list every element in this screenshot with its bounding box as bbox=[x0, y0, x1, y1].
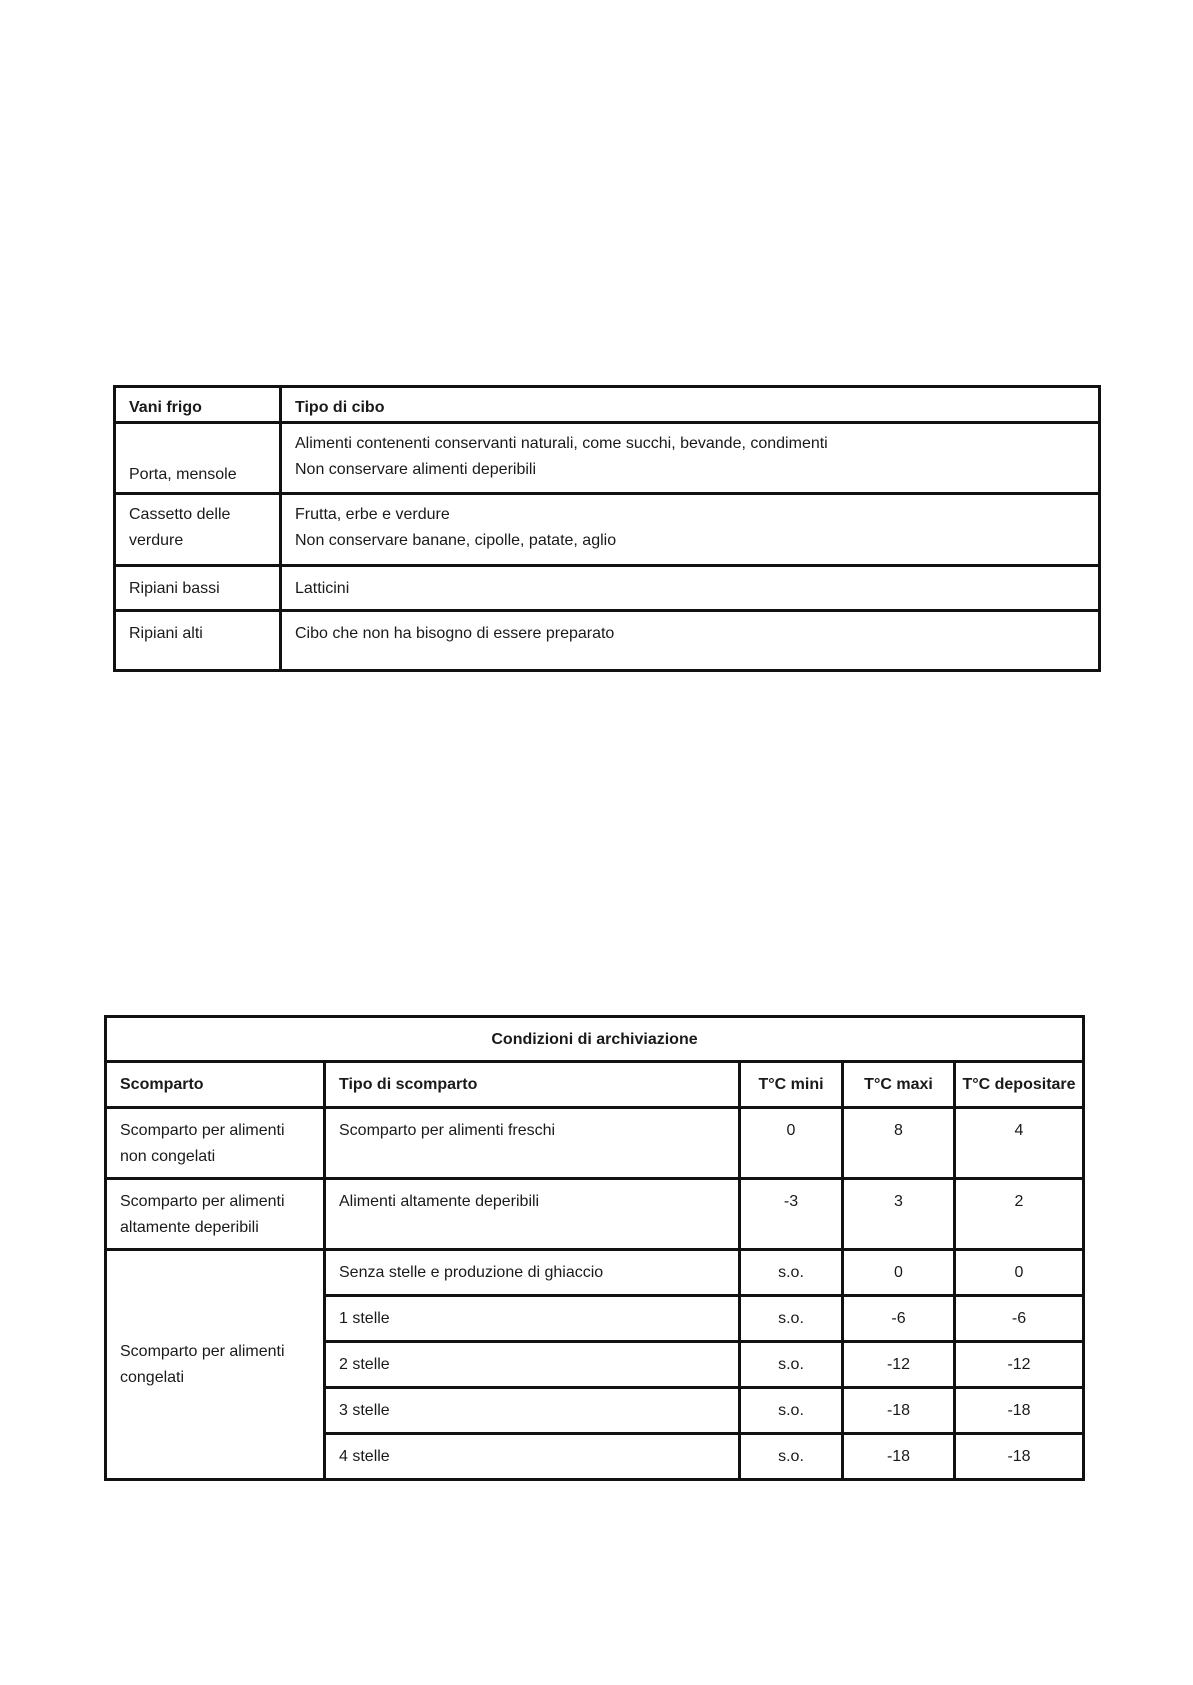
temp-store-cell: -12 bbox=[955, 1342, 1084, 1388]
temp-max-cell: -18 bbox=[843, 1434, 955, 1480]
table-row bbox=[106, 1108, 1084, 1179]
temp-min-cell: s.o. bbox=[740, 1342, 843, 1388]
temp-store-cell: 4 bbox=[955, 1108, 1084, 1179]
food-line: Frutta, erbe e verdure bbox=[295, 506, 450, 523]
temp-max-cell: -12 bbox=[843, 1342, 955, 1388]
table-title-row bbox=[106, 1017, 1084, 1062]
temp-min-cell: s.o. bbox=[740, 1296, 843, 1342]
temp-max-cell: -18 bbox=[843, 1388, 955, 1434]
table-title: Condizioni di archiviazione bbox=[106, 1017, 1084, 1062]
fridge-compartments-table bbox=[113, 385, 1101, 672]
header-food-type: Tipo di cibo bbox=[281, 387, 1100, 423]
type-cell: 2 stelle bbox=[325, 1342, 740, 1388]
temp-store-cell: 2 bbox=[955, 1179, 1084, 1250]
table-row bbox=[115, 611, 1100, 671]
type-cell: Alimenti altamente deperibili bbox=[325, 1179, 740, 1250]
type-cell: 1 stelle bbox=[325, 1296, 740, 1342]
food-line: Non conservare banane, cipolle, patate, aglio bbox=[295, 532, 617, 549]
table-header-row bbox=[106, 1062, 1084, 1108]
temp-min-cell: 0 bbox=[740, 1108, 843, 1179]
type-cell: Scomparto per alimenti freschi bbox=[325, 1108, 740, 1179]
compartment-cell: Ripiani bassi bbox=[115, 566, 281, 611]
temp-store-cell: -6 bbox=[955, 1296, 1084, 1342]
storage-conditions-table bbox=[104, 1015, 1085, 1481]
food-line: Alimenti contenenti conservanti naturali, come succhi, bevande, condimenti bbox=[295, 435, 828, 452]
compartment-cell: Scomparto per alimenti congelati bbox=[106, 1250, 325, 1480]
table-row bbox=[115, 423, 1100, 494]
food-cell: Cibo che non ha bisogno di essere preparato bbox=[281, 611, 1100, 671]
temp-store-cell: -18 bbox=[955, 1434, 1084, 1480]
table-row bbox=[115, 566, 1100, 611]
header-compartment-type: Tipo di scomparto bbox=[325, 1062, 740, 1108]
table-row bbox=[106, 1250, 1084, 1296]
compartment-cell: Cassetto delle verdure bbox=[115, 494, 281, 566]
temp-min-cell: s.o. bbox=[740, 1434, 843, 1480]
temp-max-cell: 0 bbox=[843, 1250, 955, 1296]
temp-max-cell: 8 bbox=[843, 1108, 955, 1179]
temp-store-cell: 0 bbox=[955, 1250, 1084, 1296]
table-row bbox=[106, 1179, 1084, 1250]
food-cell bbox=[281, 494, 1100, 566]
type-cell: 3 stelle bbox=[325, 1388, 740, 1434]
header-compartment: Scomparto bbox=[106, 1062, 325, 1108]
header-temp-store: T°C depositare bbox=[955, 1062, 1084, 1108]
compartment-cell: Ripiani alti bbox=[115, 611, 281, 671]
food-line: Non conservare alimenti deperibili bbox=[295, 461, 537, 478]
temp-max-cell: 3 bbox=[843, 1179, 955, 1250]
temp-store-cell: -18 bbox=[955, 1388, 1084, 1434]
temp-min-cell: s.o. bbox=[740, 1250, 843, 1296]
header-temp-min: T°C mini bbox=[740, 1062, 843, 1108]
header-compartment: Vani frigo bbox=[115, 387, 281, 423]
food-cell bbox=[281, 423, 1100, 494]
type-cell: Senza stelle e produzione di ghiaccio bbox=[325, 1250, 740, 1296]
table-header-row bbox=[115, 387, 1100, 423]
temp-max-cell: -6 bbox=[843, 1296, 955, 1342]
compartment-cell: Scomparto per alimenti altamente deperibili bbox=[106, 1179, 325, 1250]
temp-min-cell: -3 bbox=[740, 1179, 843, 1250]
temp-min-cell: s.o. bbox=[740, 1388, 843, 1434]
header-temp-max: T°C maxi bbox=[843, 1062, 955, 1108]
compartment-cell: Scomparto per alimenti non congelati bbox=[106, 1108, 325, 1179]
food-cell: Latticini bbox=[281, 566, 1100, 611]
table-row bbox=[115, 494, 1100, 566]
type-cell: 4 stelle bbox=[325, 1434, 740, 1480]
compartment-cell: Porta, mensole bbox=[115, 423, 281, 494]
